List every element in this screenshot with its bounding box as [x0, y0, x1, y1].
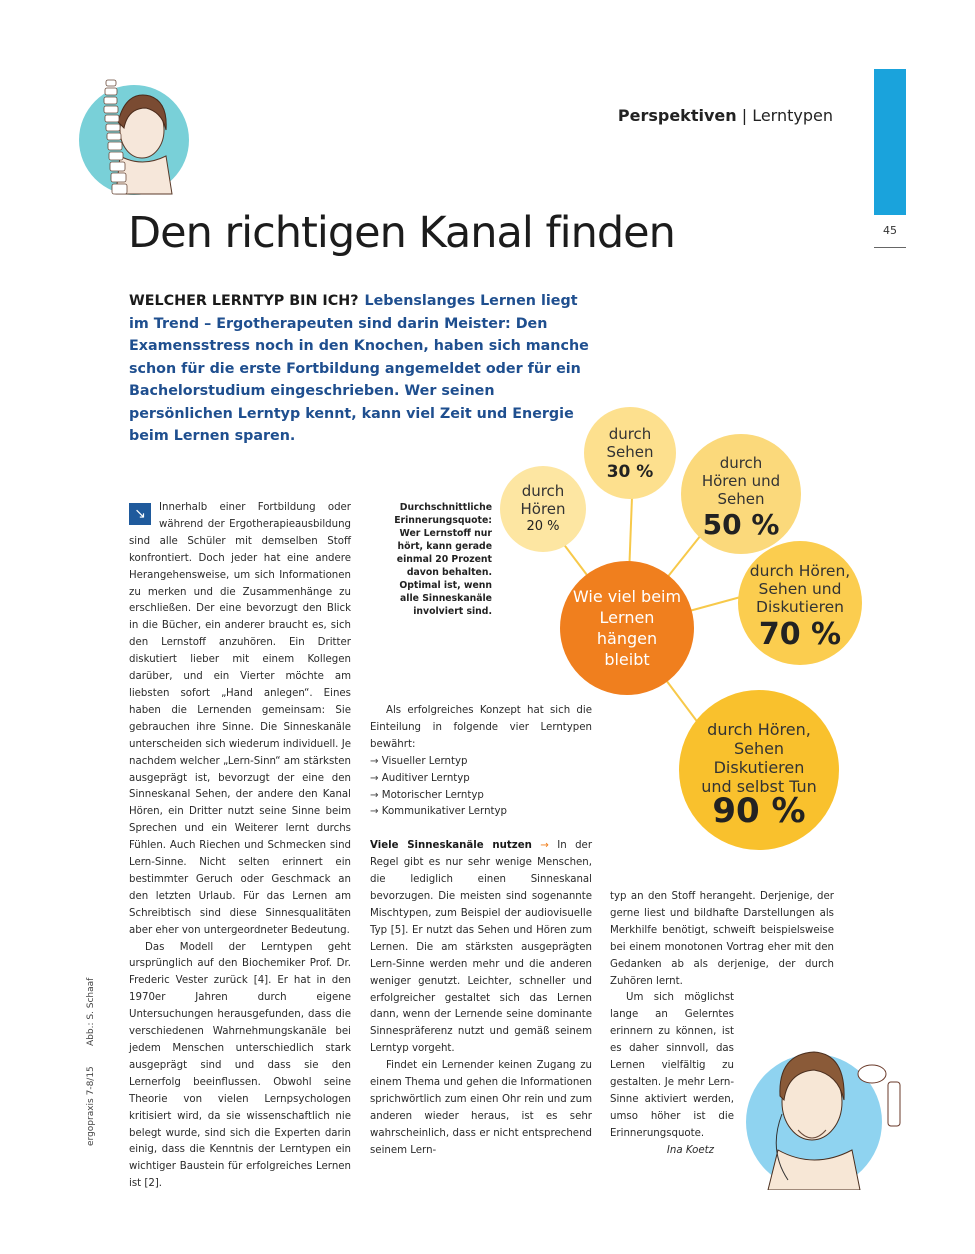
- bubble-hoeren-sehen: [681, 434, 801, 554]
- col2-paragraph-1-text: In der Regel gibt es nur sehr wenige Menschen, die lediglich einen Sinneskanal bevorzugen. Die meisten sind sogenannte Mischtypen, zum Beispiel der audiovisuelle Typ [5]. Er nutzt das Sehen und Hören zum Lernen. Die am stärksten ausgeprägten Lern-Sinne werden mehr und die anderen weniger genutzt. Leichter, schneller und erfolgreicher gestaltet sich das Lernen dann, wenn der Lernende seine dominante Sinnespräferenz nutzt und gemäß seinem Lerntyp vorgeht.: [370, 840, 593, 1055]
- lead-kicker: WELCHER LERNTYP BIN ICH?: [129, 293, 359, 309]
- header-section: Perspektiven: [617, 106, 737, 125]
- col2-paragraph-1: [370, 838, 592, 1058]
- bubble-diskutieren-label: durch Hören, Sehen und Diskutieren: [749, 562, 851, 616]
- bubble-center: [560, 561, 694, 695]
- bubble-diskutieren-value: 70 %: [758, 617, 842, 652]
- bubble-hoeren-label: durch Hören: [520, 482, 566, 518]
- col3-paragraph-2: Um sich möglichst lange an Gelerntes erinnern zu können, ist es daher sinnvoll, das Lernen vielfältig zu gestalten. Je mehr Lern-Sinne aktiviert werden, umso höher ist die Erinnerungsquote.: [610, 992, 734, 1139]
- bubble-hoeren-value: 20 %: [526, 519, 560, 534]
- list-item: → Kommunikativer Lerntyp: [370, 804, 592, 821]
- header-topic: Lerntypen: [752, 106, 833, 125]
- illustration-man-headphones: [728, 1030, 912, 1190]
- col3-paragraph-1: typ an den Stoff herangeht. Derjenige, der gerne liest und bildhafte Darstellungen als Merkhilfe benötigt, schweift beispielsweise bei einem monotonen Vortrag eher mit den Gedanken ab als derjenige, der durch Zuhören lernt.: [610, 891, 834, 987]
- list-item: → Auditiver Lerntyp: [370, 771, 592, 788]
- author-name: Ina Koetz: [666, 1144, 714, 1156]
- running-header: [618, 106, 833, 125]
- page-number: 45: [883, 224, 897, 237]
- header-separator: |: [741, 106, 748, 125]
- article-title: Den richtigen Kanal finden: [128, 208, 675, 258]
- lerntyp-list: [370, 754, 592, 822]
- col1-paragraph-1: Innerhalb einer Fortbildung oder während der Ergotherapieausbildung sind alle Schüler mit demselben Stoff konfrontiert. Doch jeder hat eine andere Herangehensweise, um sich Informationen zu merken und die Zusammenhänge zu erschließen. Der eine bevorzugt den Blick in die Bücher, ein anderer braucht es, sich den Lernstoff anzuhören. Ein Dritter diskutiert lieber mit einem Kollegen darüber, und ein Vierter möchte am liebsten sofort „Hand anlegen“. Eines haben die Lernenden gemeinsam: Sie gebrauchen ihre Sinne. Die Sinneskanäle unterscheiden sich wiederum individuell. Je nachdem welcher „Lern-Sinn“ am stärksten ausgeprägt ist, bevorzugt der eine den Sinneskanal Sehen, der andere den Kanal Hören, ein Dritter nutzt seine Sinne beim Sprechen und ein Weiterer lernt durchs Fühlen. Auch Riechen und Schmecken sind Lern-Sinne. Nicht selten erinnert ein bestimmter Geruch oder Geschmack an den letzten Urlaub. Für das Lernen am Schreibtisch sind diese Sinnesqualitäten aber eher von untergeordneter Bedeutung.: [129, 502, 351, 936]
- subheading: Viele Sinneskanäle nutzen: [370, 840, 532, 852]
- section-color-bar: [874, 69, 906, 215]
- col2-intro: Als erfolgreiches Konzept hat sich die Einteilung in folgende vier Lerntypen bewährt:: [370, 705, 592, 750]
- bubble-hoeren-sehen-label: durch Hören und Sehen: [701, 454, 781, 508]
- list-item: → Visueller Lerntyp: [370, 754, 592, 771]
- bubble-sehen-value: 30 %: [606, 462, 654, 482]
- bubble-sehen-label: durch Sehen: [606, 425, 654, 461]
- start-arrow-icon: ↘: [129, 503, 151, 525]
- bubble-center-label: Wie viel beim Lernen hängen bleibt: [572, 587, 682, 669]
- bubble-diskutieren: [738, 541, 862, 665]
- column-2: [370, 703, 592, 1160]
- col2-paragraph-2: Findet ein Lernender keinen Zugang zu einem Thema und gehen die Informationen sprichwörtlich zum einen Ohr rein und zum anderen wieder heraus, ist es sehr wahrscheinlich, dass er nicht entsprechend seinem Lern-: [370, 1060, 592, 1156]
- col1-paragraph-2: Das Modell der Lerntypen geht ursprünglich auf den Biochemiker Prof. Dr. Frederic Vester zurück [4]. Er hat in den 1970er Jahren durch eigene Untersuchungen herausgefunden, dass die verschiedenen Wahrnehmungskanäle bei jedem Menschen unterschiedlich stark ausgeprägt sind und dass sie den Lernerfolg beeinflussen. Obwohl seine Theorie von vielen Lernpsychologen kritisiert wird, da sie wissenschaftlich nie belegt wurde, sind sich die Experten darin einig, dass die Kenntnis der Lerntypen ein wichtiger Baustein für erfolgreiches Lernen ist [2].: [129, 941, 351, 1190]
- bubble-selbst-tun-value: 90 %: [712, 790, 806, 831]
- article-lead: [129, 290, 599, 448]
- journal-reference: ergopraxis 7-8/15: [86, 1066, 96, 1146]
- list-item: → Motorischer Lerntyp: [370, 788, 592, 805]
- bubble-selbst-tun-label: durch Hören, Sehen Diskutieren und selbst Tun: [701, 719, 817, 796]
- page-number-rule: [874, 247, 906, 248]
- bubble-hoeren: [500, 466, 586, 552]
- lead-text: Lebenslanges Lernen liegt im Trend – Ergotherapeuten sind darin Meister: Den Examensstress noch in den Knochen, haben sich manche schon für die erste Fortbildung angemeldet oder für ein Bachelorstudium eingeschrieben. Wer seinen persönlichen Lerntyp kennt, kann viel Zeit und Energie beim Lernen sparen.: [129, 293, 589, 444]
- orange-arrow-icon: →: [540, 840, 549, 852]
- illustration-woman-spine: [76, 72, 192, 204]
- image-credit: Abb.: S. Schaaf: [86, 977, 96, 1046]
- bubble-hoeren-sehen-value: 50 %: [702, 508, 780, 541]
- bubble-selbst-tun: [679, 690, 839, 850]
- pull-quote: Durchschnittliche Erinnerungsquote: Wer Lernstoff nur hört, kann gerade einmal 20 Prozent davon behalten. Optimal ist, wenn alle Sinneskanäle involviert sind.: [394, 502, 492, 617]
- bubble-sehen: [584, 407, 676, 499]
- column-1: [129, 500, 351, 1193]
